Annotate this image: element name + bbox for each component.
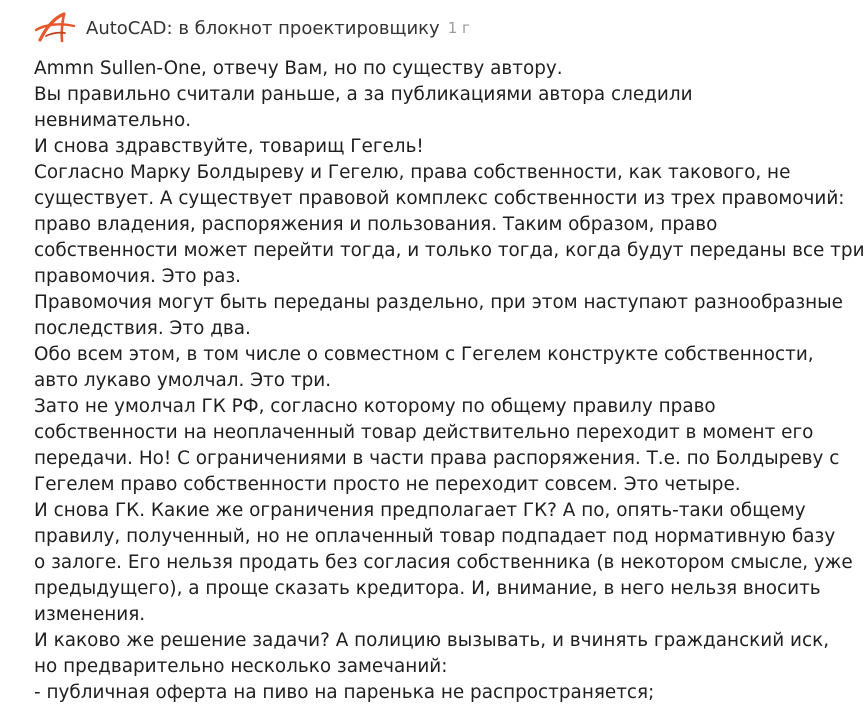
comment-line: И снова ГК. Какие же ограничения предполагает ГК? А по, опять-таки общему [34,500,806,521]
comment-line: Вы правильно считали раньше, а за публикациями автора следили [34,84,693,105]
comment-line: право владения, распоряжения и пользования. Таким образом, право [34,214,718,235]
comment-line: собственности может перейти тогда, и только тогда, когда будут переданы все три [34,240,865,261]
comment-line: но предварительно несколько замечаний: [34,656,448,677]
comment-line: о залоге. Его нельзя продать без согласия собственника (в некотором смысле, уже [34,552,853,573]
comment-line: невнимательно. [34,110,192,131]
autocad-logo-icon[interactable] [34,10,76,46]
channel-name-link[interactable]: AutoCAD: в блокнот проектировщику [86,17,440,39]
comment-line: Обо всем этом, в том числе о совместном с Гегелем конструкте собственности, [34,344,814,365]
comment-line: правомочия. Это раз. [34,266,241,287]
comment-line: Зато не умолчал ГК РФ, согласно которому по общему правилу право [34,396,716,417]
comment-line: последствия. Это два. [34,318,251,339]
comment-line: - публичная оферта на пиво на паренька не распространяется; [34,682,655,703]
comment-line: Согласно Марку Болдыреву и Гегелю, права собственности, как такового, не [34,162,791,183]
comment-line: И снова здравствуйте, товарищ Гегель! [34,136,424,157]
comment-line: Ammn Sullen-One, отвечу Вам, но по существу автору. [34,58,563,79]
comment-line: собственности на неоплаченный товар действительно переходит в момент его [34,422,814,443]
comment-line: предыдущего), а проще сказать кредитора. И, внимание, в него нельзя вносить [34,578,821,599]
comment-line: правилу, полученный, но не оплаченный товар подпадает под нормативную базу [34,526,836,547]
comment-line: передачи. Но! С ограничениями в части права распоряжения. Т.е. по Болдыреву с [34,448,840,469]
comment-text [34,56,864,706]
comment-line: Правомочия могут быть переданы раздельно, при этом наступают разнообразные [34,292,843,313]
comment-timestamp: 1 г [447,19,470,37]
comment-line: Гегелем право собственности просто не переходит совсем. Это четыре. [34,474,741,495]
comment-line: И каково же решение задачи? А полицию вызывать, и вчинять гражданский иск, [34,630,830,651]
comment-line: существует. А существует правовой комплекс собственности из трех правомочий: [34,188,845,209]
comment-header [34,10,470,46]
comment-line: авто лукаво умолчал. Это три. [34,370,332,391]
comment-line: изменения. [34,604,146,625]
